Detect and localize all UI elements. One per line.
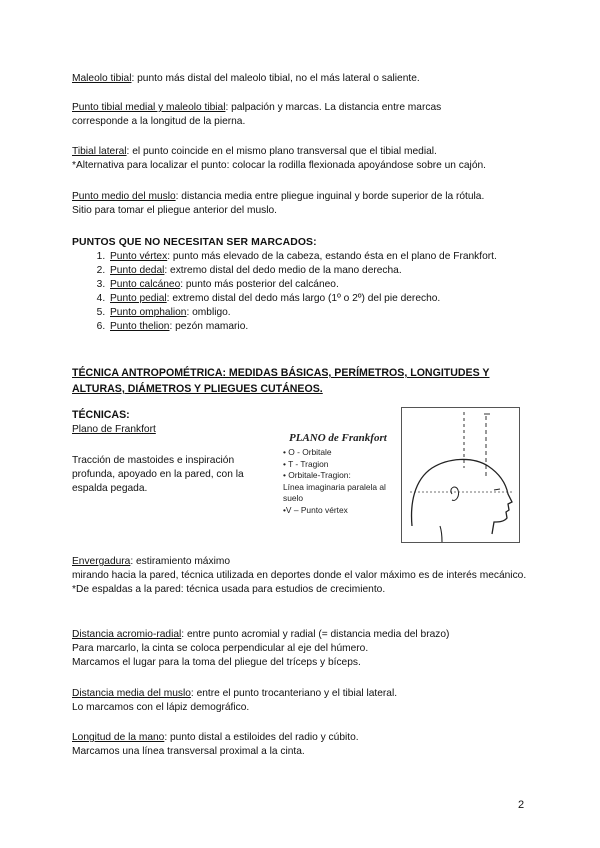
term-distancia-acromio-radial: Distancia acromio-radial [72,629,182,640]
definition-text-continued: Para marcarlo, la cinta se coloca perpendicular al eje del húmero. [72,643,369,654]
list-item [108,320,528,334]
list-heading: PUNTOS QUE NO NECESITAN SER MARCADOS: [72,237,317,248]
legend-item: suelo [283,493,304,504]
paragraph-envergadura [72,555,532,597]
paragraph-distancia-acromio-radial [72,628,532,670]
list-item [108,264,528,278]
list-item-term: Punto thelion [110,321,170,332]
figure-title: PLANO de Frankfort [289,432,387,444]
legend-item: Línea imaginaria paralela al [283,481,386,492]
term-distancia-media-muslo: Distancia media del muslo [72,688,191,699]
definition-text-continued: Lo marcamos con el lápiz demográfico. [72,702,250,713]
page-number: 2 [518,799,525,811]
tecnicas-heading: TÉCNICAS: [72,409,130,421]
list-item [108,306,528,320]
frankfort-figure [283,407,519,543]
term-punto-medio-muslo: Punto medio del muslo [72,191,176,202]
term-punto-tibial-medial: Punto tibial medial y maleolo tibial [72,102,226,113]
paragraph-punto-tibial-medial [72,101,532,129]
list-item-text: : punto más posterior del calcáneo. [180,279,339,290]
note-text: *Alternativa para localizar el punto: colocar la rodilla flexionada apoyándose sobre un cajón. [72,160,486,171]
definition-text-continued: corresponde a la longitud de la pierna. [72,116,246,127]
legend-item: • Orbitale-Tragion: [283,470,351,481]
list-item-term: Punto dedal [110,265,165,276]
list-item [108,278,528,292]
plano-frankfort-description: Tracción de mastoides e inspiración profunda, apoyado en la pared, con la espalda pegada. [72,455,244,494]
list-item-text: : punto más elevado de la cabeza, estando ésta en el plano de Frankfort. [167,251,497,262]
list-item-text: : extremo distal del dedo medio de la mano derecha. [164,265,402,276]
definition-text: : distancia media entre pliegue inguinal y borde superior de la rótula. [175,191,485,202]
definition-text-continued: Marcamos una línea transversal proximal a la cinta. [72,746,305,757]
definition-text: : estiramiento máximo [130,556,230,567]
paragraph-maleolo-tibial [72,72,532,86]
paragraph-longitud-mano [72,731,532,759]
paragraph-tibial-lateral [72,145,532,173]
legend-item: •V – Punto vértex [283,504,348,515]
list-item-term: Punto omphalion [110,307,187,318]
definition-text: : entre el punto trocanteriano y el tibial lateral. [190,688,398,699]
list-item-term: Punto vértex [110,251,168,262]
legend-item: • T - Tragion [283,458,329,469]
list-item-text: : ombligo. [186,307,231,318]
definition-text: : punto distal a estiloides del radio y cúbito. [164,732,359,743]
list-item [108,292,528,306]
paragraph-distancia-media-muslo [72,687,532,715]
list-item-term: Punto calcáneo [110,279,181,290]
term-longitud-mano: Longitud de la mano [72,732,165,743]
list-item-text: : pezón mamario. [169,321,249,332]
paragraph-punto-medio-muslo [72,190,532,218]
note-text: *De espaldas a la pared: técnica usada para estudios de crecimiento. [72,584,386,595]
definition-text-continued: mirando hacia la pared, técnica utilizada en deportes donde el valor máximo es de interés mecánico. [72,570,527,581]
term-envergadura: Envergadura [72,556,131,567]
head-profile-image [401,407,520,543]
definition-text: : el punto coincide en el mismo plano transversal que el tibial medial. [126,146,437,157]
definition-text: : entre punto acromial y radial (= distancia media del brazo) [181,629,450,640]
figure-legend [283,447,401,517]
list-item-term: Punto pedial [110,293,167,304]
plano-frankfort-label: Plano de Frankfort [72,424,156,435]
unmarked-points-list [72,250,528,334]
section-title: TÉCNICA ANTROPOMÉTRICA: MEDIDAS BÁSICAS, PERÍMETROS, LONGITUDES Y ALTURAS, DIÁMETROS Y PLIEGUES CUTÁNEOS. [72,367,490,395]
legend-item: • O - Orbitale [283,447,332,457]
definition-text-continued: Marcamos el lugar para la toma del pliegue del tríceps y bíceps. [72,657,361,668]
head-profile-drawing [402,408,519,542]
term-tibial-lateral: Tibial lateral [72,146,127,157]
term-maleolo-tibial: Maleolo tibial [72,73,132,84]
definition-text: : punto más distal del maleolo tibial, no el más lateral o saliente. [131,73,420,84]
list-item [108,250,528,264]
definition-text: : palpación y marcas. La distancia entre marcas [225,102,442,113]
definition-text-continued: Sitio para tomar el pliegue anterior del muslo. [72,205,277,216]
list-item-text: : extremo distal del dedo más largo (1º o 2º) del pie derecho. [166,293,441,304]
